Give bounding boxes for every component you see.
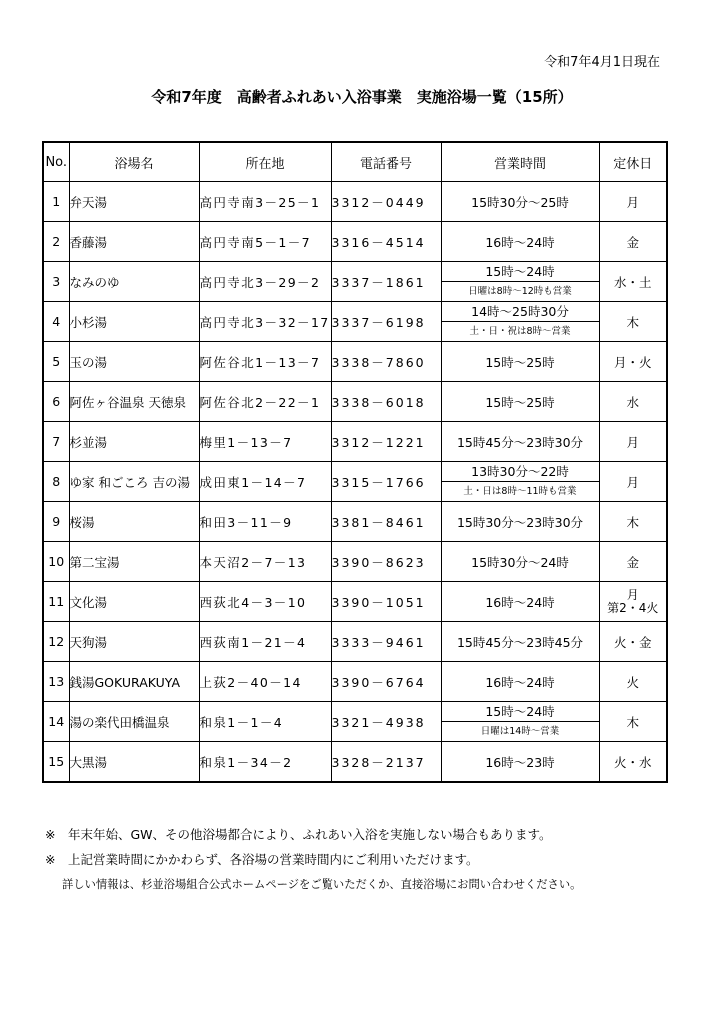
row-number: 12 [43, 622, 69, 662]
table-row [43, 502, 667, 542]
closed-day: 金 [599, 222, 667, 262]
table-row [43, 342, 667, 382]
bathhouse-phone: 3315－1766 [331, 462, 441, 502]
closed-day: 木 [599, 702, 667, 742]
row-number: 5 [43, 342, 69, 382]
business-hours: 15時45分～23時45分 [441, 622, 599, 662]
table-row [43, 742, 667, 783]
table-row [43, 302, 667, 342]
business-hours: 15時30分～25時 [441, 182, 599, 222]
table-header-row [43, 142, 667, 182]
closed-day: 木 [599, 502, 667, 542]
closed-day-cell [599, 582, 667, 622]
closed-day: 火・金 [599, 622, 667, 662]
bathhouse-name: なみのゆ [69, 262, 199, 302]
row-number: 10 [43, 542, 69, 582]
bathhouse-name: 桜湯 [69, 502, 199, 542]
bathhouse-name: 香藤湯 [69, 222, 199, 262]
bathhouse-phone: 3381－8461 [331, 502, 441, 542]
business-hours: 15時～24時 [442, 702, 599, 722]
closed-day: 月 [599, 422, 667, 462]
bathhouse-name: ゆ家 和ごころ 吉の湯 [69, 462, 199, 502]
business-hours: 15時～24時 [442, 262, 599, 282]
header-address: 所在地 [199, 142, 331, 182]
row-number: 1 [43, 182, 69, 222]
closed-day: 水 [599, 382, 667, 422]
row-number: 9 [43, 502, 69, 542]
bathhouse-address: 西荻北4－3－10 [199, 582, 331, 622]
header-phone: 電話番号 [331, 142, 441, 182]
footnote-3: 詳しい情報は、杉並浴場組合公式ホームページをご覧いただくか、直接浴場にお問い合わせください。 [62, 878, 582, 891]
bathhouse-phone: 3338－6018 [331, 382, 441, 422]
bathhouse-phone: 3312－1221 [331, 422, 441, 462]
bathhouse-phone: 3338－7860 [331, 342, 441, 382]
business-hours: 16時～24時 [441, 662, 599, 702]
row-number: 4 [43, 302, 69, 342]
business-hours-cell [441, 302, 599, 342]
bathhouse-name: 阿佐ヶ谷温泉 天徳泉 [69, 382, 199, 422]
bathhouse-name: 杉並湯 [69, 422, 199, 462]
bathhouse-name: 天狗湯 [69, 622, 199, 662]
bathhouse-table [42, 141, 668, 783]
row-number: 14 [43, 702, 69, 742]
table-row [43, 622, 667, 662]
table-row [43, 582, 667, 622]
closed-day: 木 [599, 302, 667, 342]
header-no: No. [43, 142, 69, 182]
bathhouse-address: 阿佐谷北2－22－1 [199, 382, 331, 422]
closed-day: 月 [626, 587, 639, 602]
header-name: 浴場名 [69, 142, 199, 182]
bathhouse-phone: 3337－1861 [331, 262, 441, 302]
row-number: 11 [43, 582, 69, 622]
business-hours: 16時～24時 [441, 222, 599, 262]
bathhouse-address: 高円寺北3－29－2 [199, 262, 331, 302]
closed-day: 月 [599, 462, 667, 502]
table-row [43, 542, 667, 582]
bathhouse-name: 小杉湯 [69, 302, 199, 342]
table-row [43, 422, 667, 462]
table-row [43, 222, 667, 262]
bathhouse-address: 高円寺南5－1－7 [199, 222, 331, 262]
business-hours-cell [441, 262, 599, 302]
bathhouse-phone: 3312－0449 [331, 182, 441, 222]
business-hours: 13時30分～22時 [442, 462, 599, 482]
bathhouse-name: 文化湯 [69, 582, 199, 622]
bathhouse-address: 和泉1－1－4 [199, 702, 331, 742]
table-row [43, 702, 667, 742]
row-number: 2 [43, 222, 69, 262]
bathhouse-table-body [43, 182, 667, 783]
table-row [43, 662, 667, 702]
bathhouse-phone: 3328－2137 [331, 742, 441, 783]
row-number: 6 [43, 382, 69, 422]
bathhouse-address: 和田3－11－9 [199, 502, 331, 542]
bathhouse-name: 弁天湯 [69, 182, 199, 222]
closed-day: 水・土 [599, 262, 667, 302]
footnote-2: ※ 上記営業時間にかかわらず、各浴場の営業時間内にご利用いただけます。 [45, 852, 479, 867]
table-row [43, 262, 667, 302]
business-hours: 14時～25時30分 [442, 302, 599, 322]
row-number: 8 [43, 462, 69, 502]
bathhouse-name: 湯の楽代田橋温泉 [69, 702, 199, 742]
business-hours: 15時30分～24時 [441, 542, 599, 582]
business-hours-note: 日曜は8時～12時も営業 [468, 286, 572, 297]
business-hours: 15時45分～23時30分 [441, 422, 599, 462]
bathhouse-name: 玉の湯 [69, 342, 199, 382]
bathhouse-phone: 3333－9461 [331, 622, 441, 662]
business-hours-note: 日曜は14時～営業 [480, 726, 560, 737]
bathhouse-address: 上荻2－40－14 [199, 662, 331, 702]
row-number: 13 [43, 662, 69, 702]
table-row [43, 182, 667, 222]
bathhouse-address: 和泉1－34－2 [199, 742, 331, 783]
bathhouse-address: 高円寺南3－25－1 [199, 182, 331, 222]
bathhouse-phone: 3390－6764 [331, 662, 441, 702]
bathhouse-phone: 3316－4514 [331, 222, 441, 262]
bathhouse-address: 西荻南1－21－4 [199, 622, 331, 662]
closed-day: 月・火 [599, 342, 667, 382]
table-row [43, 462, 667, 502]
bathhouse-address: 成田東1－14－7 [199, 462, 331, 502]
bathhouse-name: 大黒湯 [69, 742, 199, 783]
closed-day: 火・水 [599, 742, 667, 783]
bathhouse-address: 高円寺北3－32－17 [199, 302, 331, 342]
page-title: 令和7年度 高齢者ふれあい入浴事業 実施浴場一覧（15所） [151, 88, 573, 106]
bathhouse-phone: 3390－8623 [331, 542, 441, 582]
closed-day: 金 [599, 542, 667, 582]
as-of-date: 令和7年4月1日現在 [544, 55, 660, 70]
bathhouse-address: 阿佐谷北1－13－7 [199, 342, 331, 382]
row-number: 15 [43, 742, 69, 783]
bathhouse-name: 銭湯GOKURAKUYA [69, 662, 199, 702]
bathhouse-phone: 3390－1051 [331, 582, 441, 622]
bathhouse-address: 本天沼2－7－13 [199, 542, 331, 582]
closed-day: 火 [599, 662, 667, 702]
header-hours: 営業時間 [441, 142, 599, 182]
business-hours: 15時30分～23時30分 [441, 502, 599, 542]
bathhouse-address: 梅里1－13－7 [199, 422, 331, 462]
bathhouse-phone: 3321－4938 [331, 702, 441, 742]
business-hours: 15時～25時 [441, 382, 599, 422]
table-row [43, 382, 667, 422]
row-number: 7 [43, 422, 69, 462]
closed-day: 月 [599, 182, 667, 222]
business-hours-note: 土・日は8時～11時も営業 [463, 486, 577, 497]
row-number: 3 [43, 262, 69, 302]
business-hours-cell [441, 462, 599, 502]
business-hours: 16時～23時 [441, 742, 599, 783]
business-hours-cell [441, 702, 599, 742]
bathhouse-name: 第二宝湯 [69, 542, 199, 582]
business-hours-note: 土・日・祝は8時～営業 [469, 326, 571, 337]
closed-day-extra: 第2・4火 [607, 600, 659, 615]
business-hours: 16時～24時 [441, 582, 599, 622]
footnote-1: ※ 年末年始、GW、その他浴場都合により、ふれあい入浴を実施しない場合もあります。 [45, 827, 552, 842]
bathhouse-phone: 3337－6198 [331, 302, 441, 342]
business-hours: 15時～25時 [441, 342, 599, 382]
header-closed-day: 定休日 [599, 142, 667, 182]
